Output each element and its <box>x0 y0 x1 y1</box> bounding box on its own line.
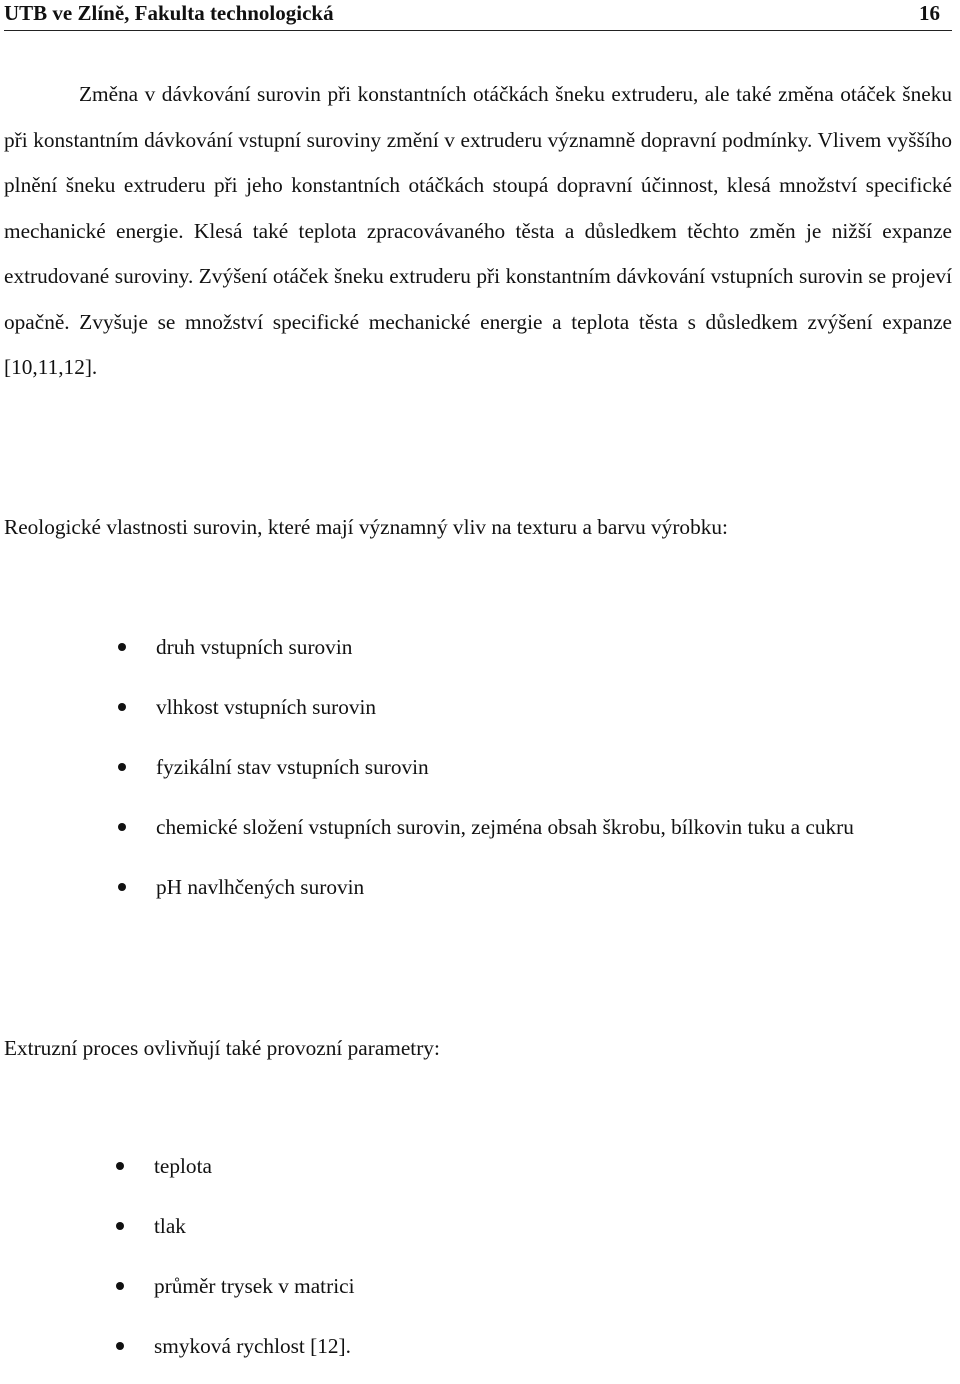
list-item: pH navlhčených surovin <box>118 865 954 910</box>
bullet-icon <box>116 1162 124 1170</box>
list-item: fyzikální stav vstupních surovin <box>118 745 954 790</box>
page-header <box>4 0 952 31</box>
process-parameters-list <box>116 1144 952 1384</box>
list-item: smyková rychlost [12]. <box>116 1324 952 1369</box>
header-title: UTB ve Zlíně, Fakulta technologická <box>4 1 334 25</box>
bullet-icon <box>118 643 126 651</box>
paragraph-process-parameters-intro: Extruzní proces ovlivňují také provozní parametry: <box>4 1036 440 1060</box>
bullet-icon <box>118 883 126 891</box>
list-item: teplota <box>116 1144 952 1189</box>
list-item: druh vstupních surovin <box>118 625 954 670</box>
list-item: vlhkost vstupních surovin <box>118 685 954 730</box>
bullet-icon <box>118 763 126 771</box>
list-item: chemické složení vstupních surovin, zejména obsah škrobu, bílkovin tuku a cukru <box>118 805 954 850</box>
raw-materials-list <box>118 625 954 925</box>
paragraph-rheological-intro: Reologické vlastnosti surovin, které mají významný vliv na texturu a barvu výrobku: <box>4 515 728 539</box>
paragraph-extruder-conditions: Změna v dávkování surovin při konstantních otáčkách šneku extruderu, ale také změna otáček šneku při konstantním dávkování vstupní suroviny změní v extruderu významně dopravní podmínky. Vlivem vyššího plnění šneku extruderu při jeho konstantních otáčkách stoupá dopravní účinnost, klesá množství specifické mechanické energie. Klesá také teplota zpracovávaného těsta a důsledkem těchto změn je nižší expanze extrudované suroviny. Zvýšení otáček šneku extruderu při konstantním dávkování vstupních surovin se projeví opačně. Zvyšuje se množství specifické mechanické energie a teplota těsta s důsledkem zvýšení expanze [10,11,12]. <box>4 82 952 379</box>
bullet-icon <box>118 823 126 831</box>
bullet-icon <box>116 1342 124 1350</box>
list-item: tlak <box>116 1204 952 1249</box>
list-item: průměr trysek v matrici <box>116 1264 952 1309</box>
bullet-icon <box>116 1282 124 1290</box>
page-number: 16 <box>919 1 940 25</box>
bullet-icon <box>116 1222 124 1230</box>
bullet-icon <box>118 703 126 711</box>
